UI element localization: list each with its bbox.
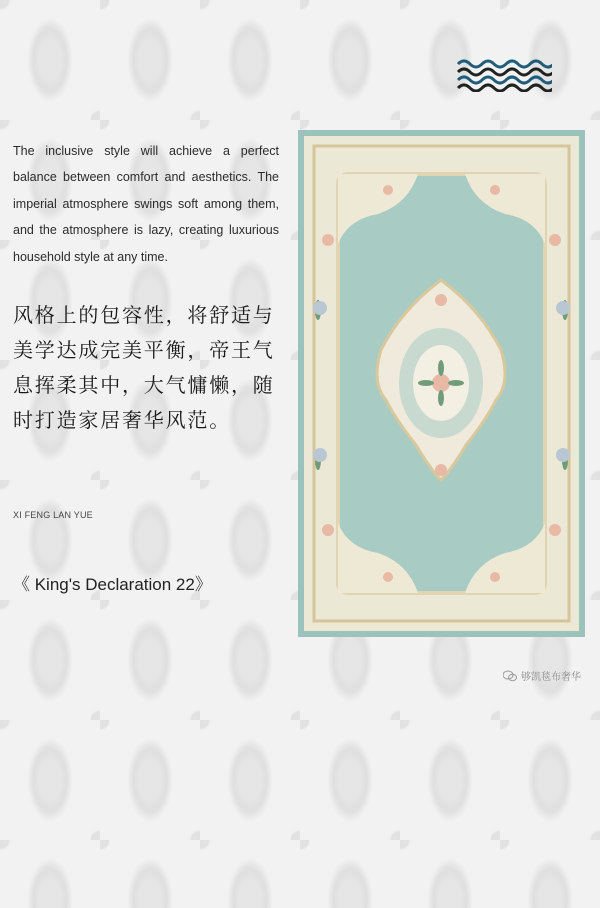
chinese-description-line: 息挥柔其中，大气慵懒，随 <box>13 373 275 397</box>
wechat-icon <box>503 670 517 682</box>
english-description: The inclusive style will achieve a perfect balance between comfort and aesthetics. The imperial atmosphere swings soft among them, and the atmosphere is lazy, creating luxurious household style at any time. <box>13 144 279 264</box>
watermark <box>503 668 581 683</box>
chinese-description-line: 时打造家居奢华风范。 <box>13 408 231 432</box>
product-name: 《 King's Declaration 22》 <box>13 575 212 594</box>
chinese-description-line: 美学达成完美平衡，帝王气 <box>13 338 275 362</box>
brand-name: XI FENG LAN YUE <box>13 510 93 520</box>
watermark-text: 够凯毯布奢华 <box>521 672 581 683</box>
wave-logo-icon <box>456 58 552 92</box>
rug-image <box>298 130 585 637</box>
chinese-description <box>13 298 293 438</box>
chinese-description-line: 风格上的包容性，将舒适与 <box>13 303 275 327</box>
